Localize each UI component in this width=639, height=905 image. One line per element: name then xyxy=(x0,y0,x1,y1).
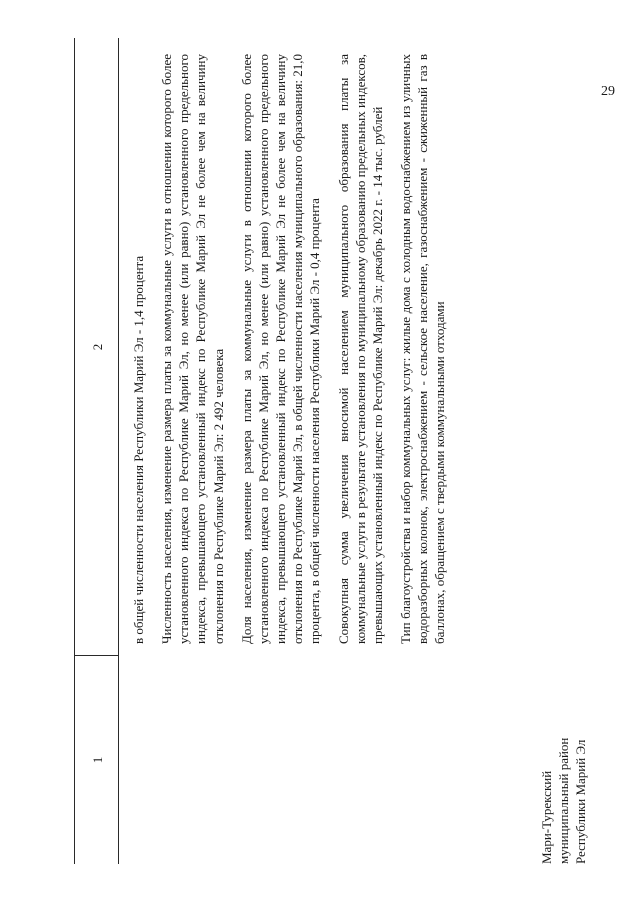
paragraph-utility-type: Тип благоустройства и набор коммунальных услуг: жилые дома с холодным водоснабжением из уличных водоразборных колонок, электроснабжением - сельское население, газоснабжением - сжиженный газ в баллонах, обращением с твердыми коммунальными отходами xyxy=(398,54,448,644)
page-number: 29 xyxy=(601,84,615,99)
header-col-2: 2 xyxy=(90,343,105,351)
paragraph-population: Численность населения, изменение размера платы за коммунальные услуги в отношении которого более установленного индекса по Республике Марий Эл, но менее (или равно) установленного предельного индекса, превышающего установленный индекс по Республике Марий Эл не более чем на величину отклонения по Республике Марий Эл: 2 492 человека xyxy=(159,54,226,644)
table-top-border xyxy=(74,38,75,864)
paragraph-share: Доля населения, изменение размера платы за коммунальные услуги в отношении которого более установленного индекса по Республике Марий Эл, но менее (или равно) установленного предельного индекса, превышающего установленный индекс по Республике Марий Эл не более чем на величину отклонения по Республике Марий Эл, в общей численности населения муниципального образования: 21,0 процента, в общей численности населения Республики Марий Эл - 0,4 процента xyxy=(238,54,323,644)
header-bottom-border xyxy=(118,38,119,864)
rotated-table xyxy=(68,12,638,882)
header-col-1: 1 xyxy=(90,756,105,764)
paragraph-total-sum: Совокупная сумма увеличения вносимой населением муниципального образования платы за коммунальные услуги в результате установления по муниципальному образованию предельных индексов, превышающих установленный индекс по Республике Марий Эл: декабрь 2022 г. - 14 тыс. рублей xyxy=(335,54,385,644)
region-name: Мари-Турекский муниципальный район Республики Марий Эл xyxy=(539,737,589,864)
column-2-content xyxy=(130,54,449,644)
paragraph-share-total: в общей численности населения Республики Марий Эл - 1,4 процента xyxy=(131,255,146,644)
